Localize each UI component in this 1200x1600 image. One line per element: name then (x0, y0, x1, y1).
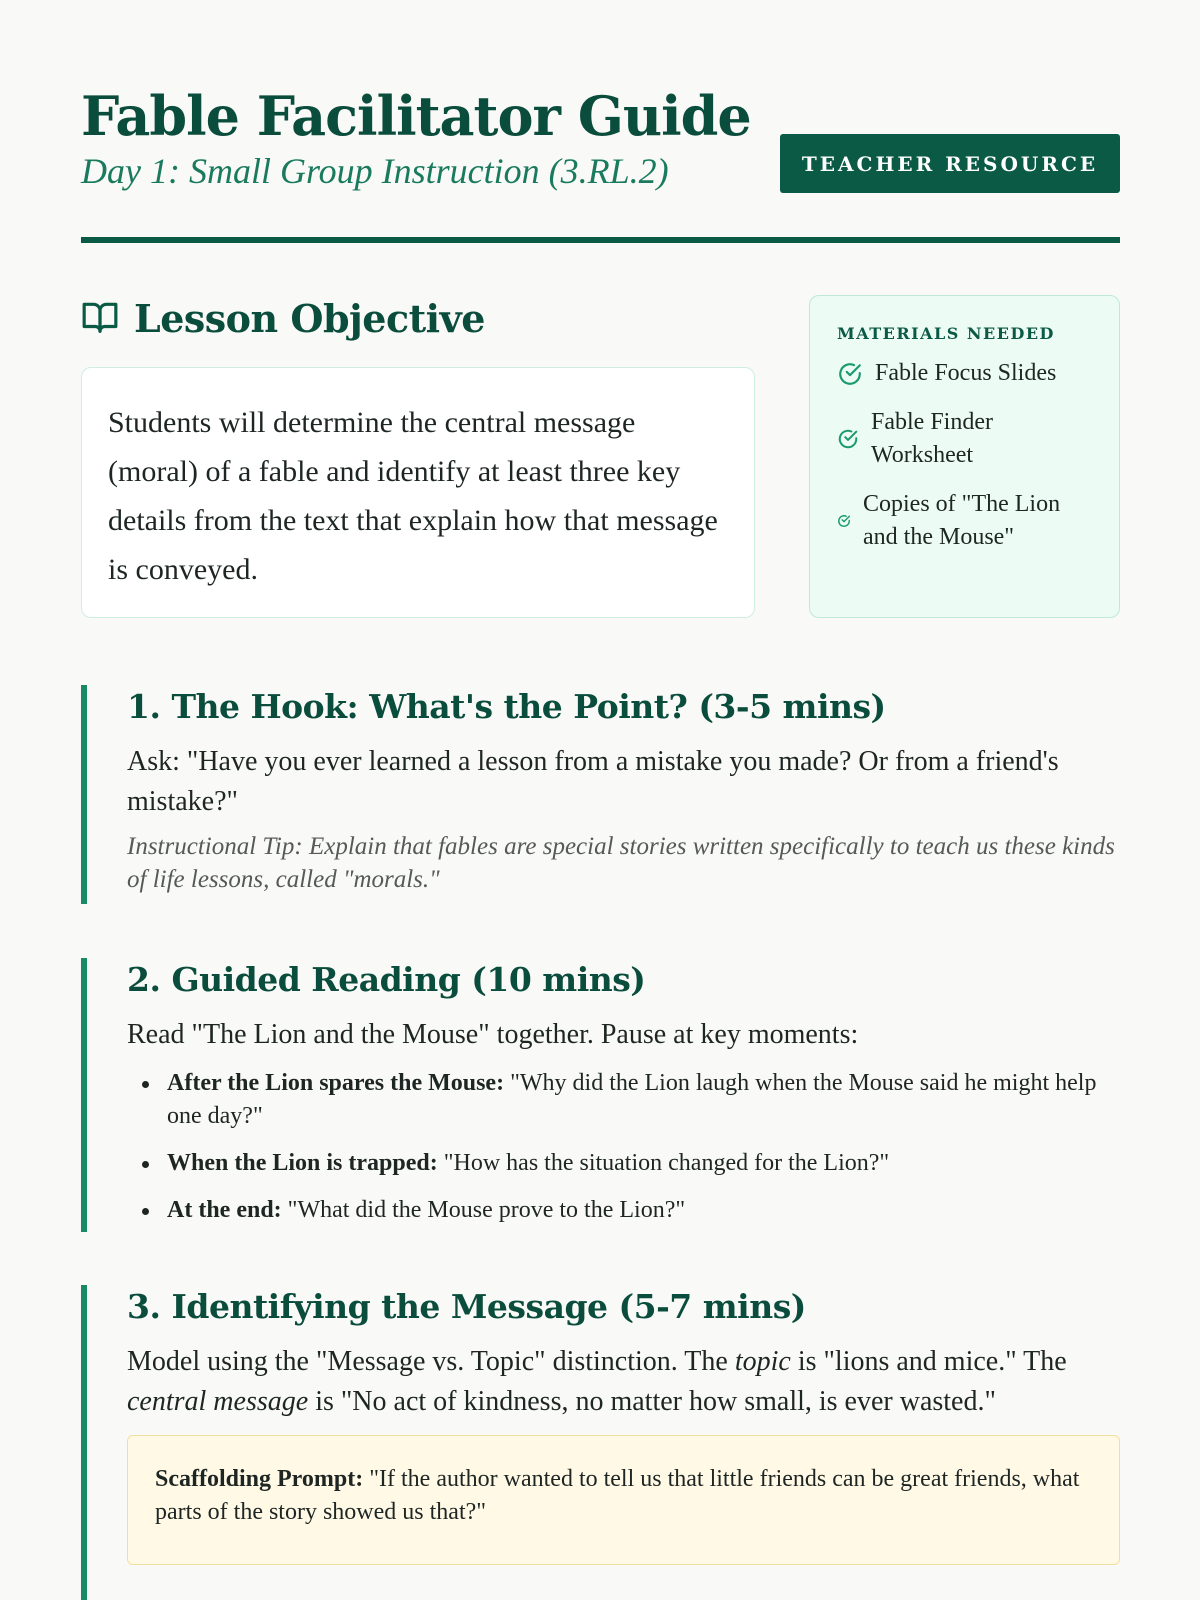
scaffolding-prompt-box (127, 1435, 1120, 1565)
key-moments-list (127, 1067, 1120, 1227)
section-hook (81, 685, 1120, 904)
scaffold-label: Scaffolding Prompt: (155, 1466, 364, 1492)
materials-label: MATERIALS NEEDED (837, 324, 1055, 343)
moment-label: After the Lion spares the Mouse: (167, 1070, 505, 1096)
moment-question: "What did the Mouse prove to the Lion?" (281, 1197, 686, 1223)
list-item (137, 1147, 1120, 1180)
page-header (81, 0, 1120, 243)
materials-panel (809, 295, 1120, 618)
moment-label: At the end: (167, 1197, 282, 1223)
check-circle-icon (837, 428, 859, 450)
page-title: Fable Facilitator Guide (81, 84, 751, 148)
emphasis-topic: topic (734, 1346, 791, 1377)
moment-label: When the Lion is trapped: (167, 1150, 438, 1176)
materials-item (837, 488, 1099, 554)
check-circle-icon (837, 514, 851, 528)
section-title: 1. The Hook: What's the Point? (3-5 mins) (127, 687, 886, 726)
section-title: 2. Guided Reading (10 mins) (127, 960, 646, 999)
instructional-tip: Instructional Tip: Explain that fables are special stories written specifically to teach us these kinds of life lessons, called "morals." (127, 833, 1115, 893)
objective-title: Lesson Objective (134, 296, 485, 341)
materials-item-text: Fable Focus Slides (875, 360, 1057, 386)
materials-item-text: Fable Finder Worksheet (871, 409, 993, 468)
section-body: Read "The Lion and the Mouse" together. Pause at key moments: (127, 1019, 859, 1050)
body-text: is "lions and mice." The (790, 1346, 1067, 1377)
scaffold-text: "If the author wanted to tell us that little friends can be great friends, what parts of the story showed us that?" (155, 1466, 1080, 1525)
section-identifying-message (81, 1285, 1120, 1600)
body-text: is "No act of kindness, no matter how small, is ever wasted." (308, 1386, 996, 1417)
materials-item-text: Copies of "The Lion and the Mouse" (863, 491, 1061, 550)
list-item (137, 1194, 1120, 1227)
emphasis-central-message: central message (127, 1386, 309, 1417)
materials-item (837, 406, 1099, 472)
objective-heading (81, 296, 485, 341)
page-subtitle: Day 1: Small Group Instruction (3.RL.2) (81, 151, 669, 191)
body-text: Model using the "Message vs. Topic" distinction. The (127, 1346, 735, 1377)
section-body (127, 1342, 1120, 1422)
list-item (137, 1067, 1120, 1133)
materials-item (837, 357, 1099, 390)
teacher-resource-badge: TEACHER RESOURCE (780, 134, 1120, 193)
section-title: 3. Identifying the Message (5-7 mins) (127, 1287, 806, 1326)
section-body: Ask: "Have you ever learned a lesson from a mistake you made? Or from a friend's mistake?" (127, 746, 1059, 817)
book-icon (81, 298, 119, 340)
facilitator-guide (81, 0, 1120, 1525)
moment-question: "Why did the Lion laugh when the Mouse said he might help one day?" (167, 1070, 1097, 1129)
objective-box: Students will determine the central message (moral) of a fable and identify at least three key details from the text that explain how that message is conveyed. (81, 367, 755, 618)
check-circle-icon (837, 361, 863, 387)
section-guided-reading (81, 958, 1120, 1232)
moment-question: "How has the situation changed for the Lion?" (437, 1150, 890, 1176)
